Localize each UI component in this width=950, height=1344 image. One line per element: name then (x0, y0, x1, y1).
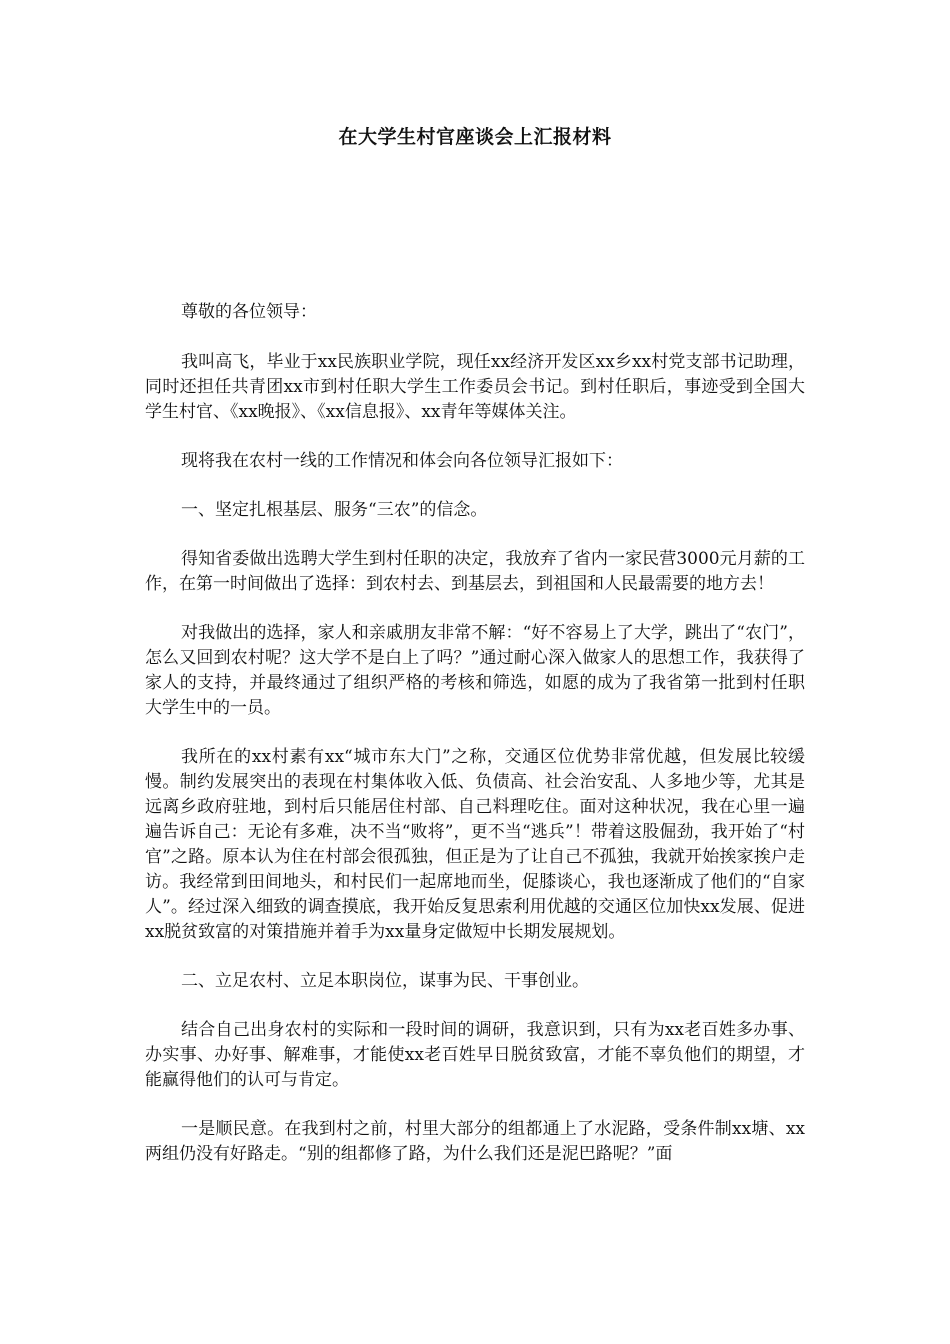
paragraph-decision: 得知省委做出选聘大学生到村任职的决定，我放弃了省内一家民营3000元月薪的工作，在第一时间做出了选择：到农村去、到基层去，到祖国和人民最需要的地方去！ (145, 549, 805, 594)
section-heading-2: 二、立足农村、立足本职岗位，谋事为民、干事创业。 (181, 971, 589, 991)
paragraph-roads: 一是顺民意。在我到村之前，村里大部分的组都通上了水泥路，受条件制xx塘、xx两组仍没有好路走。“别的组都修了路，为什么我们还是泥巴路呢？”面 (145, 1119, 805, 1164)
paragraph-commitment: 结合自己出身农村的实际和一段时间的调研，我意识到，只有为xx老百姓多办事、办实事、办好事、解难事，才能使xx老百姓早日脱贫致富，才能不辜负他们的期望，才能赢得他们的认可与肯定。 (145, 1020, 805, 1090)
salutation: 尊敬的各位领导： (181, 302, 317, 322)
document-body (145, 300, 805, 1191)
paragraph-report-lead: 现将我在农村一线的工作情况和体会向各位领导汇报如下： (181, 451, 623, 471)
paragraph-family: 对我做出的选择，家人和亲戚朋友非常不解：“好不容易上了大学，跳出了“农门”，怎么又回到农村呢？这大学不是白上了吗？”通过耐心深入做家人的思想工作，我获得了家人的支持，并最终通过了组织严格的考核和筛选，如愿的成为了我省第一批到村任职大学生中的一员。 (145, 623, 805, 718)
document-title: 在大学生村官座谈会上汇报材料 (338, 126, 612, 148)
paragraph-introduction: 我叫高飞，毕业于xx民族职业学院，现任xx经济开发区xx乡xx村党支部书记助理，同时还担任共青团xx市到村任职大学生工作委员会书记。到村任职后，事迹受到全国大学生村官、《xx晚报》、《xx信息报》、xx青年等媒体关注。 (145, 352, 805, 422)
paragraph-village: 我所在的xx村素有xx“城市东大门”之称，交通区位优势非常优越，但发展比较缓慢。制约发展突出的表现在村集体收入低、负债高、社会治安乱、人多地少等，尤其是远离乡政府驻地，到村后只能居住村部、自己料理吃住。面对这种状况，我在心里一遍遍告诉自己：无论有多难，决不当“败将”，更不当“逃兵”！带着这股倔劲，我开始了“村官”之路。原本认为住在村部会很孤独，但正是为了让自己不孤独，我就开始挨家挨户走访。我经常到田间地头，和村民们一起席地而坐，促膝谈心，我也逐渐成了他们的“自家人”。经过深入细致的调查摸底，我开始反复思索利用优越的交通区位加快xx发展、促进xx脱贫致富的对策措施并着手为xx量身定做短中长期发展规划。 (145, 747, 805, 942)
section-heading-1: 一、坚定扎根基层、服务“三农”的信念。 (181, 500, 488, 520)
